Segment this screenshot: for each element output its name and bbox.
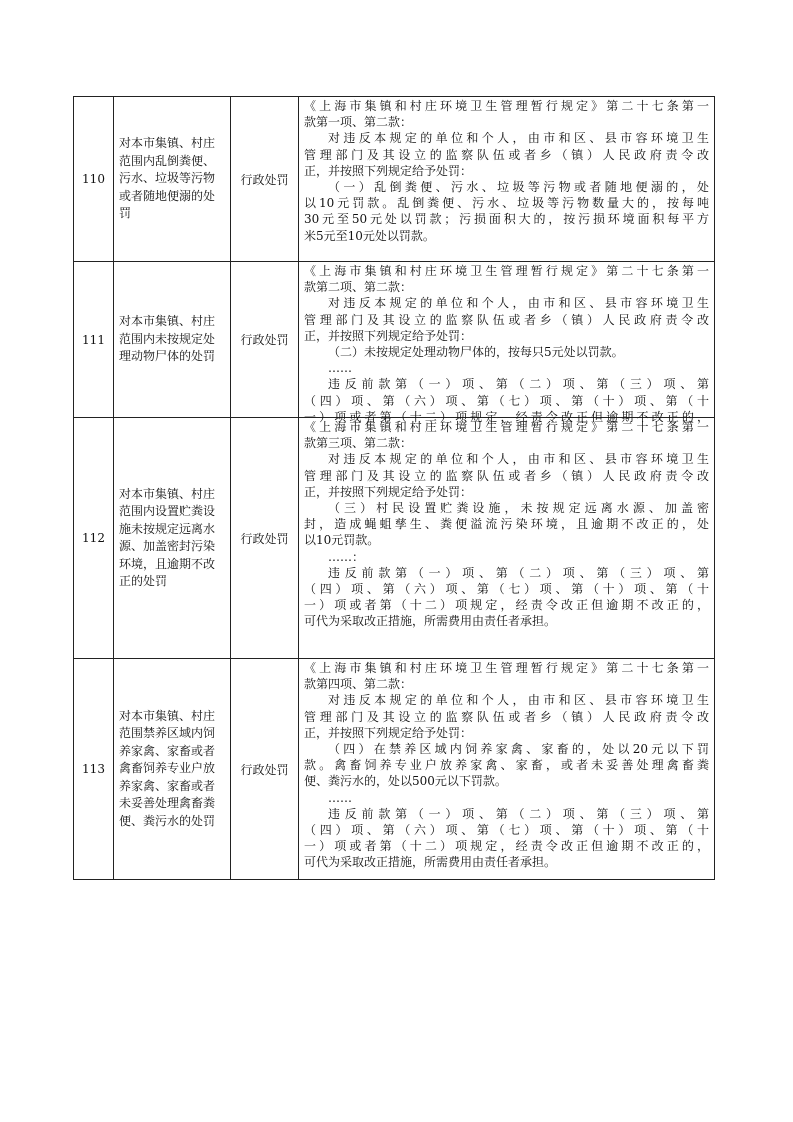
basis-line: 以10元罚款。乱倒粪便、污水、垃圾等污物数量大的，按每吨: [304, 196, 709, 211]
legal-basis: [304, 263, 709, 424]
basis-line: 违反前款第（一）项、第（二）项、第（三）项、第: [328, 377, 709, 392]
basis-line: ……：: [328, 549, 365, 564]
penalty-table: [73, 96, 715, 880]
basis-line: 款第四项、第二款：: [304, 677, 413, 692]
item-type: 行政处罚: [231, 418, 299, 659]
legal-basis: [304, 98, 709, 261]
legal-basis: [304, 660, 709, 878]
basis-line: 正，并按照下列规定给予处罚：: [304, 328, 473, 343]
basis-line: 《上海市集镇和村庄环境卫生管理暂行规定》第二十七条第一: [304, 661, 709, 675]
basis-line: 管理部门及其设立的监察队伍或者乡（镇）人民政府责令改: [304, 147, 709, 162]
basis-line: 管理部门及其设立的监察队伍或者乡（镇）人民政府责令改: [304, 468, 709, 483]
basis-line: 便、粪污水的，处以500元以下罚款。: [304, 774, 507, 789]
basis-line: 违反前款第（一）项、第（二）项、第（三）项、第: [328, 806, 709, 821]
basis-line: 管理部门及其设立的监察队伍或者乡（镇）人民政府责令改: [304, 709, 709, 724]
table-row: [74, 659, 715, 880]
basis-line: 一）项或者第（十二）项规定，经责令改正但逾期不改正的，: [304, 839, 709, 854]
basis-line: 《上海市集镇和村庄环境卫生管理暂行规定》第二十七条第一: [304, 99, 709, 113]
table-row: [74, 97, 715, 262]
basis-line: （四）项、第（六）项、第（七）项、第（十）项、第（十: [304, 582, 709, 597]
basis-line: 对违反本规定的单位和个人，由市和区、县市容环境卫生: [328, 131, 709, 146]
basis-line: 《上海市集镇和村庄环境卫生管理暂行规定》第二十七条第一: [304, 420, 709, 434]
legal-basis-cell: [299, 262, 715, 424]
basis-line: 正，并按照下列规定给予处罚：: [304, 725, 473, 740]
item-type: 行政处罚: [231, 262, 299, 418]
basis-line: 对违反本规定的单位和个人，由市和区、县市容环境卫生: [328, 693, 709, 708]
basis-line: （一）乱倒粪便、污水、垃圾等污物或者随地便溺的，处: [328, 180, 709, 195]
item-name: 对本市集镇、村庄范围内乱倒粪便、污水、垃圾等污物或者随地便溺的处罚: [114, 97, 231, 262]
basis-line: 款第三项、第二款：: [304, 436, 413, 451]
row-number: 112: [74, 418, 114, 659]
basis-line: ……: [328, 361, 352, 376]
item-type: 行政处罚: [231, 659, 299, 880]
basis-line: （二）未按规定处理动物尸体的，按每只5元处以罚款。: [328, 345, 624, 360]
basis-line: 封，造成蝇蛆孳生、粪便溢流污染环境，且逾期不改正的，处: [304, 517, 709, 532]
basis-line: 款第二项、第二款：: [304, 280, 413, 295]
legal-basis: [304, 419, 709, 657]
basis-line: 可代为采取改正措施，所需费用由责任者承担。: [304, 614, 557, 629]
item-name: 对本市集镇、村庄范围内未按规定处理动物尸体的处罚: [114, 262, 231, 418]
penalty-table-body: [74, 97, 715, 880]
basis-line: 款第一项、第二款：: [304, 115, 413, 130]
item-name: 对本市集镇、村庄范围内设置贮粪设施未按规定远离水源、加盖密封污染环境，且逾期不改正的处罚: [114, 418, 231, 659]
item-type: 行政处罚: [231, 97, 299, 262]
basis-line: 违反前款第（一）项、第（二）项、第（三）项、第: [328, 565, 709, 580]
basis-line: （四）在禁养区域内饲养家禽、家畜的，处以20元以下罚: [328, 742, 709, 757]
row-number: 111: [74, 262, 114, 418]
basis-line: 正，并按照下列规定给予处罚：: [304, 484, 473, 499]
basis-line: （四）项、第（六）项、第（七）项、第（十）项、第（十: [304, 393, 709, 408]
table-row: [74, 418, 715, 659]
basis-line: 以10元罚款。: [304, 533, 380, 548]
basis-line: 可代为采取改正措施，所需费用由责任者承担。: [304, 855, 557, 870]
legal-basis-cell: [299, 659, 715, 880]
basis-line: 米5元至10元处以罚款。: [304, 228, 435, 243]
row-number: 113: [74, 659, 114, 880]
table-row: [74, 262, 715, 418]
basis-line: ……: [328, 790, 352, 805]
basis-line: 30元至50元处以罚款；污损面积大的，按污损环境面积每平方: [304, 212, 709, 227]
basis-line: 一）项或者第（十二）项规定，经责令改正但逾期不改正的，: [304, 598, 709, 613]
basis-line: （三）村民设置贮粪设施，未按规定远离水源、加盖密: [328, 501, 709, 516]
legal-basis-cell: [299, 418, 715, 659]
row-number: 110: [74, 97, 114, 262]
legal-basis-cell: [299, 97, 715, 262]
basis-line: 《上海市集镇和村庄环境卫生管理暂行规定》第二十七条第一: [304, 264, 709, 278]
basis-line: 对违反本规定的单位和个人，由市和区、县市容环境卫生: [328, 296, 709, 311]
basis-line: （四）项、第（六）项、第（七）项、第（十）项、第（十: [304, 823, 709, 838]
basis-line: 管理部门及其设立的监察队伍或者乡（镇）人民政府责令改: [304, 312, 709, 327]
basis-line: 款。禽畜饲养专业户放养家禽、家畜，或者未妥善处理禽畜粪: [304, 758, 709, 773]
basis-line: 对违反本规定的单位和个人，由市和区、县市容环境卫生: [328, 452, 709, 467]
basis-line: 正，并按照下列规定给予处罚：: [304, 163, 473, 178]
item-name: 对本市集镇、村庄范围禁养区域内饲养家禽、家畜或者禽畜饲养专业户放养家禽、家畜或者未妥善处理禽畜粪便、粪污水的处罚: [114, 659, 231, 880]
basis-line: 一）项或者第（十二）项规定，经责令改正但逾期不改正的，: [304, 409, 709, 424]
